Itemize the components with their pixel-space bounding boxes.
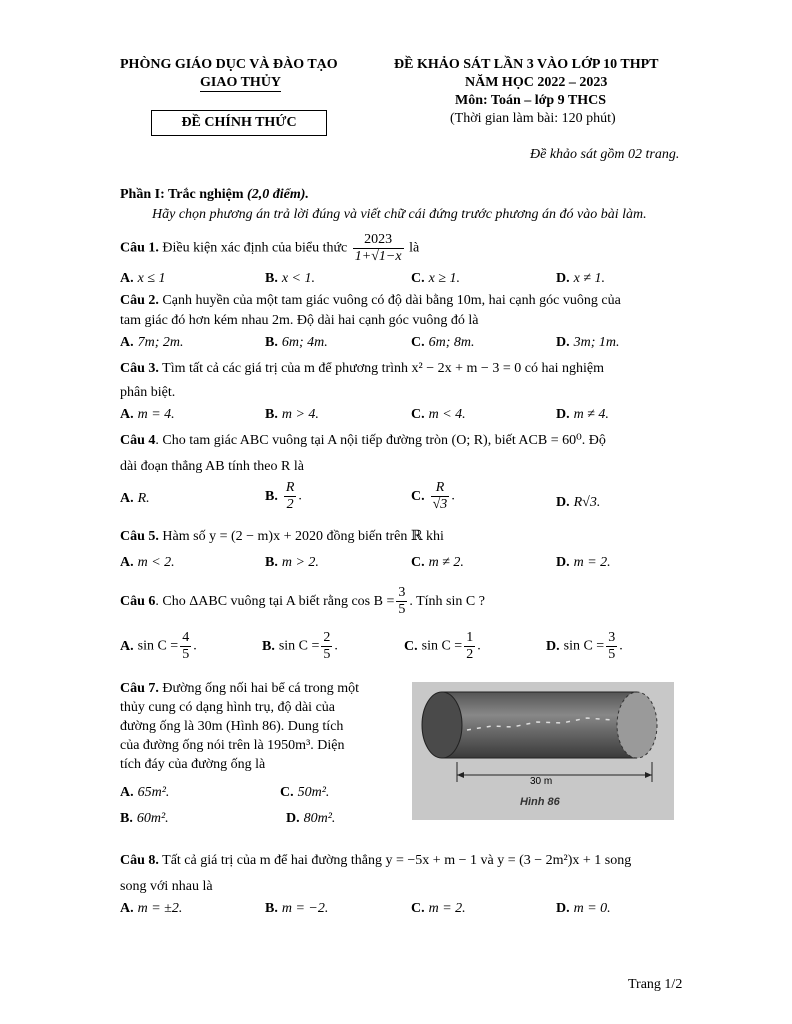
q2-text1: Cạnh huyền của một tam giác vuông có độ dài bằng 10m, hai cạnh góc vuông của (158, 293, 621, 308)
q3-text1: Tìm tất cả các giá trị của m để phương trình x² − 2x + m − 3 = 0 có hai nghiệm (158, 361, 605, 376)
q3-option-d: D. m ≠ 4. (556, 407, 609, 422)
q5-option-b: B. m > 2. (265, 555, 319, 570)
q2-option-a: A. 7m; 2m. (120, 335, 184, 350)
q4-label: Câu 4 (120, 433, 156, 448)
part1-points: (2,0 điểm). (247, 187, 309, 202)
q2-option-b: B. 6m; 4m. (265, 335, 328, 350)
q7-option-b: B. 60m². (120, 811, 169, 826)
q7-line2: thủy cung có dạng hình trụ, độ dài của (120, 700, 336, 715)
q2-option-c: C. 6m; 8m. (411, 335, 475, 350)
q3-option-a: A. m = 4. (120, 407, 175, 422)
q1-stem (120, 232, 419, 265)
q6-option-c: C. sin C = $\frac{1}{2}$ . (404, 630, 481, 662)
q4-option-c: C. $\frac{R}{√3}$ . (411, 480, 455, 512)
part1-title (120, 186, 309, 204)
q8-text1: Tất cả giá trị của m để hai đường thẳng y = −5x + m − 1 và y = (3 − 2m²)x + 1 song (158, 853, 632, 868)
q6-option-b: B. sin C = $\frac{2}{5}$ . (262, 630, 338, 662)
q8-option-d: D. m = 0. (556, 901, 611, 916)
q2-stem-line1 (120, 292, 621, 310)
q8-option-c: C. m = 2. (411, 901, 466, 916)
time-limit: (Thời gian làm bài: 120 phút) (450, 111, 616, 126)
q6-stem (120, 584, 485, 620)
q2-option-d: D. 3m; 1m. (556, 335, 620, 350)
q7-option-a: A. 65m². (120, 785, 170, 800)
q7-line5: tích đáy của đường ống là (120, 757, 266, 772)
q1-option-a: A. x ≤ 1 (120, 271, 166, 286)
q4-b-fraction: $\frac{R}{2}$ (285, 480, 295, 512)
q7-line3: đường ống là 30m (Hình 86). Dung tích (120, 719, 344, 734)
q4-option-b: B. $\frac{R}{2}$ . (265, 480, 302, 512)
q4-option-a: A. R. (120, 491, 150, 506)
q1-fraction (353, 232, 404, 265)
q7-option-d: D. 80m². (286, 811, 336, 826)
q1-frac-den: 1+√1−x (354, 249, 402, 264)
q1-frac-num: 2023 (353, 232, 404, 249)
q4-stem-line1 (120, 432, 606, 450)
q5-option-c: C. m ≠ 2. (411, 555, 464, 570)
q6-text: . Cho ΔABC vuông tại A biết rằng cos B = (155, 594, 395, 609)
q5-text: Hàm số y = (2 − m)x + 2020 đồng biến trên ℝ khi (158, 529, 444, 544)
q5-label: Câu 5. (120, 529, 159, 544)
q7-label: Câu 7. (120, 681, 159, 696)
part1-instruction: Hãy chọn phương án trả lời đúng và viết chữ cái đứng trước phương án đó vào bài làm. (152, 207, 647, 222)
q1-label: Câu 1. (120, 240, 159, 256)
district-name: GIAO THỦY (200, 75, 282, 90)
pipe-length-label: 30 m (530, 776, 553, 787)
q1-option-c: C. x ≥ 1. (411, 271, 461, 286)
q6-option-d: D. sin C = $\frac{3}{5}$ . (546, 630, 623, 662)
school-year: NĂM HỌC 2022 – 2023 (465, 75, 608, 90)
q1-option-d: D. x ≠ 1. (556, 271, 606, 286)
q2-stem-line2: tam giác đó hơn kém nhau 2m. Độ dài hai cạnh góc vuông đó là (120, 313, 479, 328)
q2-label: Câu 2. (120, 293, 159, 308)
q3-option-b: B. m > 4. (265, 407, 319, 422)
subject: Môn: Toán – lớp 9 THCS (455, 93, 607, 108)
q5-option-d: D. m = 2. (556, 555, 611, 570)
q6-fraction: $\frac{3}{5}$ (398, 585, 406, 618)
q8-label: Câu 8. (120, 853, 159, 868)
q4-text1: . Cho tam giác ABC vuông tại A nội tiếp đường tròn (O; R), biết ACB = 60⁰. Độ (155, 433, 606, 448)
q7-line1: Câu 7. Đường ống nối hai bể cá trong một (120, 681, 359, 696)
pipe-figure (412, 682, 674, 820)
q6-label: Câu 6 (120, 594, 156, 609)
q8-option-a: A. m = ±2. (120, 901, 183, 916)
page-number: Trang 1/2 (628, 977, 683, 992)
q7-option-c: C. 50m². (280, 785, 330, 800)
figure-caption: Hình 86 (520, 796, 560, 808)
q8-option-b: B. m = −2. (265, 901, 329, 916)
exam-title: ĐỀ KHẢO SÁT LẦN 3 VÀO LỚP 10 THPT (394, 57, 659, 72)
q6-option-a: A. sin C = $\frac{4}{5}$ . (120, 630, 197, 662)
official-label: ĐỀ CHÍNH THỨC (151, 110, 327, 136)
q3-stem-line1 (120, 360, 604, 378)
q5-option-a: A. m < 2. (120, 555, 175, 570)
q3-stem-line2: phân biệt. (120, 385, 176, 400)
department-name: PHÒNG GIÁO DỤC VÀ ĐÀO TẠO (120, 57, 338, 72)
q1-option-b: B. x < 1. (265, 271, 316, 286)
q1-tail: là (409, 240, 420, 256)
q3-label: Câu 3. (120, 361, 159, 376)
q4-option-d: D. R√3. (556, 495, 601, 510)
q4-c-fraction: $\frac{R}{√3}$ (432, 480, 448, 512)
part1-title-text: Phần I: Trắc nghiệm (120, 187, 248, 202)
q7-line4: của đường ống nói trên là 1950m³. Diện (120, 738, 345, 753)
pages-note: Đề khảo sát gồm 02 trang. (530, 147, 680, 162)
q8-stem-line2: song với nhau là (120, 879, 213, 894)
q6-tail: . Tính sin C ? (409, 594, 485, 609)
q4-stem-line2: dài đoạn thẳng AB tính theo R là (120, 459, 304, 474)
q1-text: Điều kiện xác định của biểu thức (158, 240, 351, 256)
q5-stem (120, 528, 444, 546)
q8-stem-line1 (120, 852, 631, 870)
q3-option-c: C. m < 4. (411, 407, 466, 422)
